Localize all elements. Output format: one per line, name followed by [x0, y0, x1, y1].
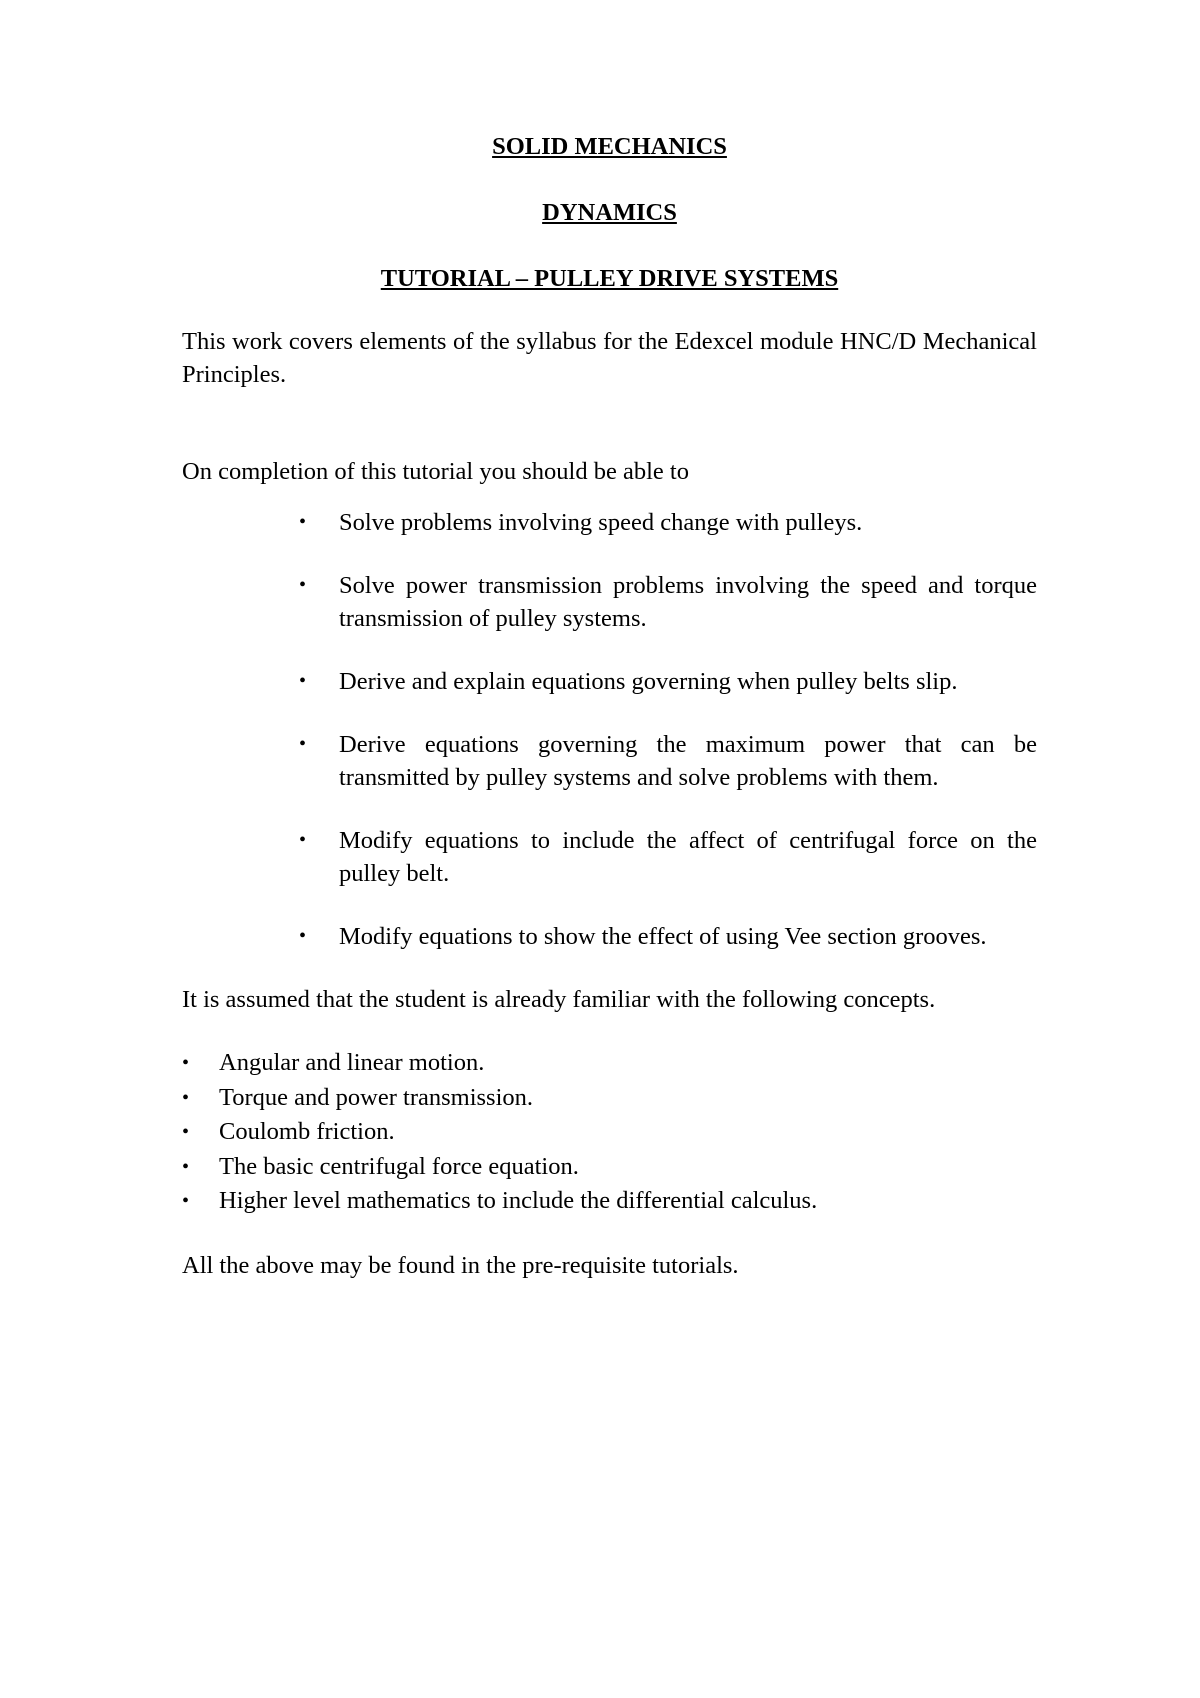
objective-item [299, 569, 1037, 635]
concept-text: Higher level mathematics to include the differential calculus. [219, 1187, 818, 1214]
concept-text: The basic centrifugal force equation. [219, 1152, 579, 1180]
bullet-icon: • [299, 511, 307, 533]
objectives-lead: On completion of this tutorial you should be able to [182, 458, 689, 485]
bullet-icon: • [182, 1086, 190, 1109]
bullet-icon: • [299, 670, 307, 692]
objective-text: Solve problems involving speed change with pulleys. [339, 509, 863, 536]
subject-heading: SOLID MECHANICS [492, 133, 727, 160]
concept-item [182, 1150, 1037, 1185]
concepts-list [182, 1046, 1037, 1219]
objective-text: Modify equations to include the affect of centrifugal force on the pulley belt. [339, 827, 1037, 887]
objective-item [299, 665, 1037, 698]
bullet-icon: • [182, 1155, 190, 1178]
tutorial-title: TUTORIAL – PULLEY DRIVE SYSTEMS [380, 265, 839, 292]
bullet-icon: • [299, 574, 307, 596]
objective-item [299, 728, 1037, 794]
concept-text: Coulomb friction. [219, 1118, 395, 1145]
bullet-icon: • [299, 829, 307, 851]
concept-text: Angular and linear motion. [219, 1049, 485, 1076]
concept-item [182, 1184, 1037, 1219]
intro-paragraph: This work covers elements of the syllabus for the Edexcel module HNC/D Mechanical Principles. [182, 328, 1037, 388]
assumed-knowledge-paragraph: It is assumed that the student is already familiar with the following concepts. [182, 986, 936, 1013]
concept-item [182, 1115, 1037, 1150]
bullet-icon: • [182, 1190, 190, 1212]
bullet-icon: • [182, 1121, 190, 1143]
concept-item [182, 1081, 1037, 1116]
objective-text: Solve power transmission problems involving the speed and torque transmission of pulley systems. [339, 572, 1037, 632]
objective-item [299, 824, 1037, 890]
bullet-icon: • [182, 1052, 190, 1074]
concept-item [182, 1046, 1037, 1081]
topic-heading: DYNAMICS [542, 199, 677, 226]
objective-text: Derive and explain equations governing when pulley belts slip. [339, 668, 958, 695]
objectives-list [182, 506, 1037, 953]
objective-item [299, 506, 1037, 539]
concept-text: Torque and power transmission. [219, 1083, 534, 1111]
objective-text: Derive equations governing the maximum power that can be transmitted by pulley systems and solve problems with them. [339, 731, 1037, 791]
objective-text: Modify equations to show the effect of using Vee section grooves. [339, 923, 987, 950]
bullet-icon: • [299, 733, 307, 755]
closing-paragraph: All the above may be found in the pre-requisite tutorials. [182, 1251, 739, 1279]
objective-item [299, 920, 1037, 953]
bullet-icon: • [299, 925, 307, 947]
